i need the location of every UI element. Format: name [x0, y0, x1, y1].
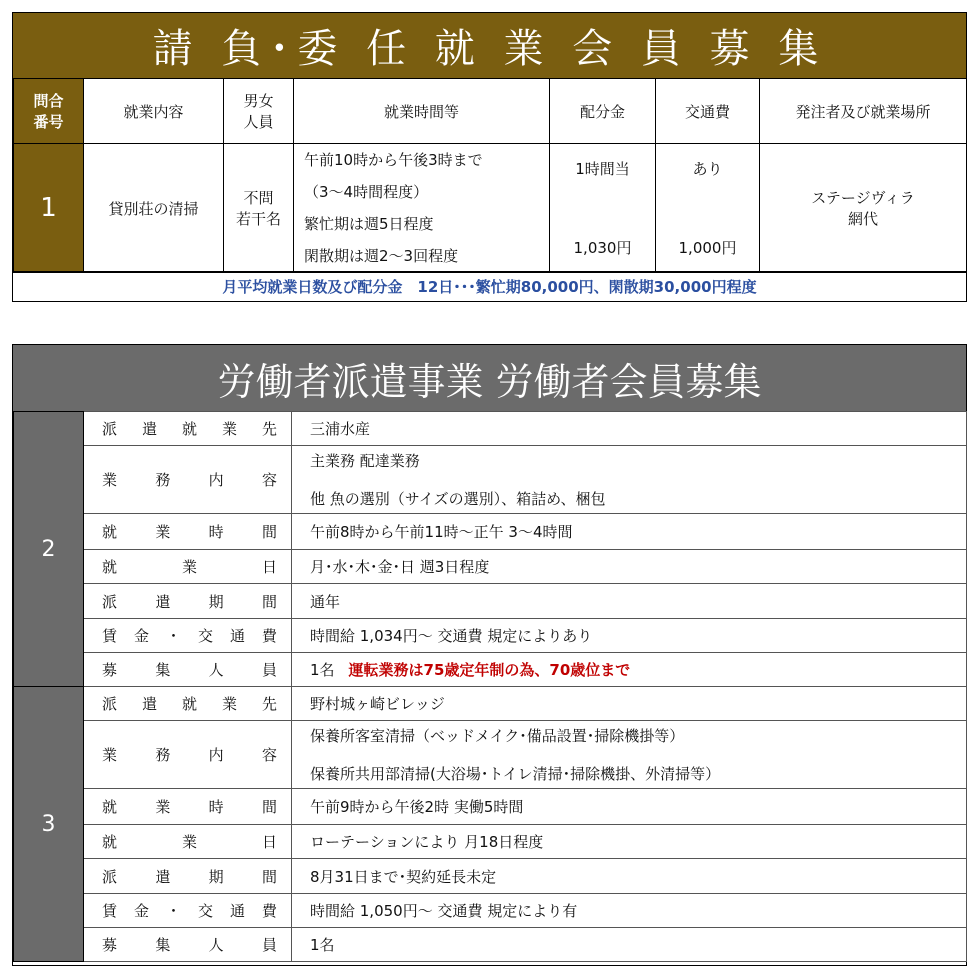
label-recruit: 募 集 人 員 [84, 653, 292, 687]
value-recruit: 1名 [292, 928, 967, 962]
job-group-3 [13, 686, 967, 962]
header-hours: 就業時間等 [294, 79, 550, 144]
contract-table [13, 78, 967, 273]
row-num: 1 [14, 144, 84, 273]
group-number: 3 [14, 687, 84, 962]
value-dest: 野村城ヶ崎ビレッジ [292, 687, 967, 721]
row-transport: あり 1,000円 [656, 144, 760, 273]
label-time: 就 業 時 間 [84, 514, 292, 550]
label-work: 業 務 内 容 [84, 446, 292, 514]
section1-footer: 月平均就業日数及び配分金 12日･･･繁忙期80,000円、閑散期30,000円程度 [13, 271, 966, 301]
value-day: 月･水･木･金･日 週3日程度 [292, 550, 967, 584]
row-people: 不問 若干名 [224, 144, 294, 273]
label-dest: 派 遣 就 業 先 [84, 412, 292, 446]
label-recruit: 募 集 人 員 [84, 928, 292, 962]
section2-title: 労働者派遣事業 労働者会員募集 [13, 345, 966, 412]
label-period: 派 遣 期 間 [84, 859, 292, 894]
value-time: 午前8時から午前11時～正午 3～4時間 [292, 514, 967, 550]
value-wage: 時間給 1,050円～ 交通費 規定により有 [292, 894, 967, 928]
value-recruit: 1名 運転業務は75歳定年制の為、70歳位まで [292, 653, 967, 687]
value-period: 通年 [292, 584, 967, 619]
value-time: 午前9時から午後2時 実働5時間 [292, 789, 967, 825]
contract-recruitment-section [12, 12, 967, 302]
header-people: 男女 人員 [224, 79, 294, 144]
label-day: 就 業 日 [84, 550, 292, 584]
header-transport: 交通費 [656, 79, 760, 144]
row-client: ステージヴィラ 網代 [760, 144, 967, 273]
label-wage: 賃 金 ・ 交 通 費 [84, 894, 292, 928]
header-client: 発注者及び就業場所 [760, 79, 967, 144]
row-hours: 午前10時から午後3時まで （3～4時間程度） 繁忙期は週5日程度 閑散期は週2～3回程度 [294, 144, 550, 273]
value-work: 主業務 配達業務 他 魚の選別（サイズの選別）、箱詰め、梱包 [292, 446, 967, 514]
label-day: 就 業 日 [84, 825, 292, 859]
label-period: 派 遣 期 間 [84, 584, 292, 619]
value-dest: 三浦水産 [292, 412, 967, 446]
row-content: 貸別荘の清掃 [84, 144, 224, 273]
value-day: ローテーションにより 月18日程度 [292, 825, 967, 859]
header-content: 就業内容 [84, 79, 224, 144]
header-num: 問合 番号 [14, 79, 84, 144]
label-wage: 賃 金 ・ 交 通 費 [84, 619, 292, 653]
label-time: 就 業 時 間 [84, 789, 292, 825]
group-number: 2 [14, 412, 84, 687]
job-group-2 [13, 411, 967, 687]
row-pay: 1時間当 1,030円 [550, 144, 656, 273]
age-limit-note: 運転業務は75歳定年制の為、70歳位まで [348, 661, 631, 679]
value-period: 8月31日まで･契約延長未定 [292, 859, 967, 894]
section1-title: 請 負･委 任 就 業 会 員 募 集 [13, 13, 966, 79]
value-wage: 時間給 1,034円～ 交通費 規定によりあり [292, 619, 967, 653]
header-pay: 配分金 [550, 79, 656, 144]
label-dest: 派 遣 就 業 先 [84, 687, 292, 721]
dispatch-recruitment-section [12, 344, 967, 966]
label-work: 業 務 内 容 [84, 721, 292, 789]
value-work: 保養所客室清掃（ベッドメイク･備品設置･掃除機掛等） 保養所共用部清掃(大浴場･トイレ清掃･掃除機掛、外清掃等） [292, 721, 967, 789]
